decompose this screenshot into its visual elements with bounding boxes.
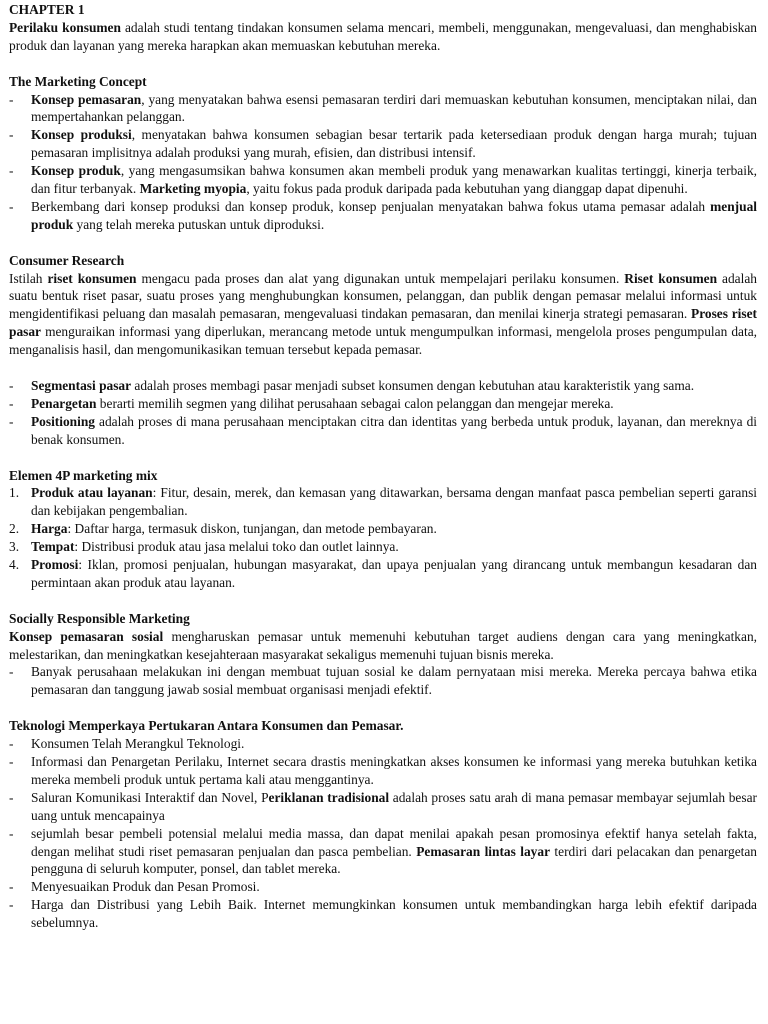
list-item: 2. Harga: Daftar harga, termasuk diskon, tunjangan, dan metode pembayaran. [9, 521, 437, 537]
consumer-research-paragraph: Istilah riset konsumen mengacu pada proses dan alat yang digunakan untuk mempelajari perilaku konsumen. Riset konsumen adalah suatu bentuk riset pasar, suatu proses yang menghubungkan konsumen, pelanggan, dan publik dengan pemasar melalui informasi untuk mengidentifikasi peluang dan masalah pemasaran, mengevaluasi tindakan pemasaran, dan menilai kinerja strategi pemasaran. Proses riset pasar menguraikan informasi yang diperlukan, merancang metode untuk mengumpulkan informasi, mengelola proses pengumpulan data, menganalisis hasil, dan mengomunikasikan temuan tersebut kepada pemasar. [9, 270, 757, 358]
section-heading-technology: Teknologi Memperkaya Pertukaran Antara Konsumen dan Pemasar. [9, 718, 404, 734]
list-item: - Konsep produksi, menyatakan bahwa konsumen sebagian besar tertarik pada ketersediaan produk dengan harga murah; tujuan pemasaran implisitnya adalah produksi yang murah, efisien, dan distribusi intensif. [9, 127, 757, 161]
list-item: 4. Promosi: Iklan, promosi penjualan, hubungan masyarakat, dan upaya penjualan yang dirancang untuk membangun kesadaran dan permintaan akan produk atau layanan. [9, 557, 757, 590]
list-item: 3. Tempat: Distribusi produk atau jasa melalui toko dan outlet lainnya. [9, 539, 399, 555]
list-item: - Konsep pemasaran, yang menyatakan bahwa esensi pemasaran terdiri dari memuaskan kebutuhan konsumen, menciptakan nilai, dan mempertahankan pelanggan. [9, 91, 757, 125]
section-heading-marketing-concept: The Marketing Concept [9, 73, 147, 89]
list-item: - Harga dan Distribusi yang Lebih Baik. Internet memungkinkan konsumen untuk membandingkan harga lebih efektif daripada sebelumnya. [9, 897, 757, 931]
list-item: - Banyak perusahaan melakukan ini dengan membuat tujuan sosial ke dalam pernyataan misi mereka. Mereka percaya bahwa etika pemasaran dan tanggung jawab sosial membuat organisasi menjadi efektif. [9, 664, 757, 698]
list-item: - Konsep produk, yang mengasumsikan bahwa konsumen akan membeli produk yang menawarkan kualitas tertinggi, kinerja terbaik, dan fitur terbanyak. Marketing myopia, yaitu fokus pada produk daripada pada kebutuhan yang dianggap dapat dipenuhi. [9, 163, 757, 197]
section-heading-social-marketing: Socially Responsible Marketing [9, 610, 190, 626]
section-heading-marketing-mix: Elemen 4P marketing mix [9, 467, 158, 483]
list-item: - Segmentasi pasar adalah proses membagi pasar menjadi subset konsumen dengan kebutuhan atau karakteristik yang sama. [9, 377, 695, 393]
list-item: - Penargetan berarti memilih segmen yang dilihat perusahaan sebagai calon pelanggan dan mengejar mereka. [9, 395, 614, 411]
list-item: - sejumlah besar pembeli potensial melalui media massa, dan dapat menilai apakah pesan promosinya efektif hanya setelah fakta, dengan melihat studi riset pemasaran penjualan dan pasca pembelian. Pemasaran lintas layar terdiri dari pelacakan dan penargetan pengguna di seluruh komputer, ponsel, dan tablet mereka. [9, 825, 758, 877]
document-page [9, 1, 757, 932]
list-item: - Menyesuaikan Produk dan Pesan Promosi. [9, 879, 260, 895]
list-item: - Positioning adalah proses di mana perusahaan menciptakan citra dan identitas yang berbeda untuk produk, layanan, dan mereknya di benak konsumen. [9, 413, 757, 447]
list-item: - Berkembang dari konsep produksi dan konsep produk, konsep penjualan menyatakan bahwa fokus utama pemasar adalah menjual produk yang telah mereka putuskan untuk diproduksi. [9, 198, 757, 232]
section-heading-consumer-research: Consumer Research [9, 252, 125, 268]
list-item: 1. Produk atau layanan: Fitur, desain, merek, dan kemasan yang ditawarkan, bersama dengan manfaat pasca pembelian seperti garansi dan kebijakan pengembalian. [9, 485, 758, 519]
list-item: - Konsumen Telah Merangkul Teknologi. [9, 736, 245, 752]
list-item: - Saluran Komunikasi Interaktif dan Novel, Periklanan tradisional adalah proses satu arah di mana pemasar membayar sejumlah besar uang untuk mencapainya [9, 789, 757, 823]
intro-paragraph: Perilaku konsumen adalah studi tentang tindakan konsumen selama mencari, membeli, menggunakan, mengevaluasi, dan menghabiskan produk dan layanan yang mereka harapkan akan memuaskan kebutuhan mereka. [9, 19, 757, 53]
social-marketing-paragraph: Konsep pemasaran sosial mengharuskan pemasar untuk memenuhi kebutuhan target audiens dengan cara yang meningkatkan, melestarikan, dan meningkatkan kesejahteraan masyarakat sekaligus memenuhi tujuan bisnis mereka. [9, 628, 757, 662]
chapter-title: CHAPTER 1 [9, 2, 85, 17]
list-item: - Informasi dan Penargetan Perilaku, Internet secara drastis meningkatkan akses konsumen ke informasi yang mereka butuhkan ketika mereka membeli produk untuk pertama kali atau menggantinya. [9, 753, 757, 787]
